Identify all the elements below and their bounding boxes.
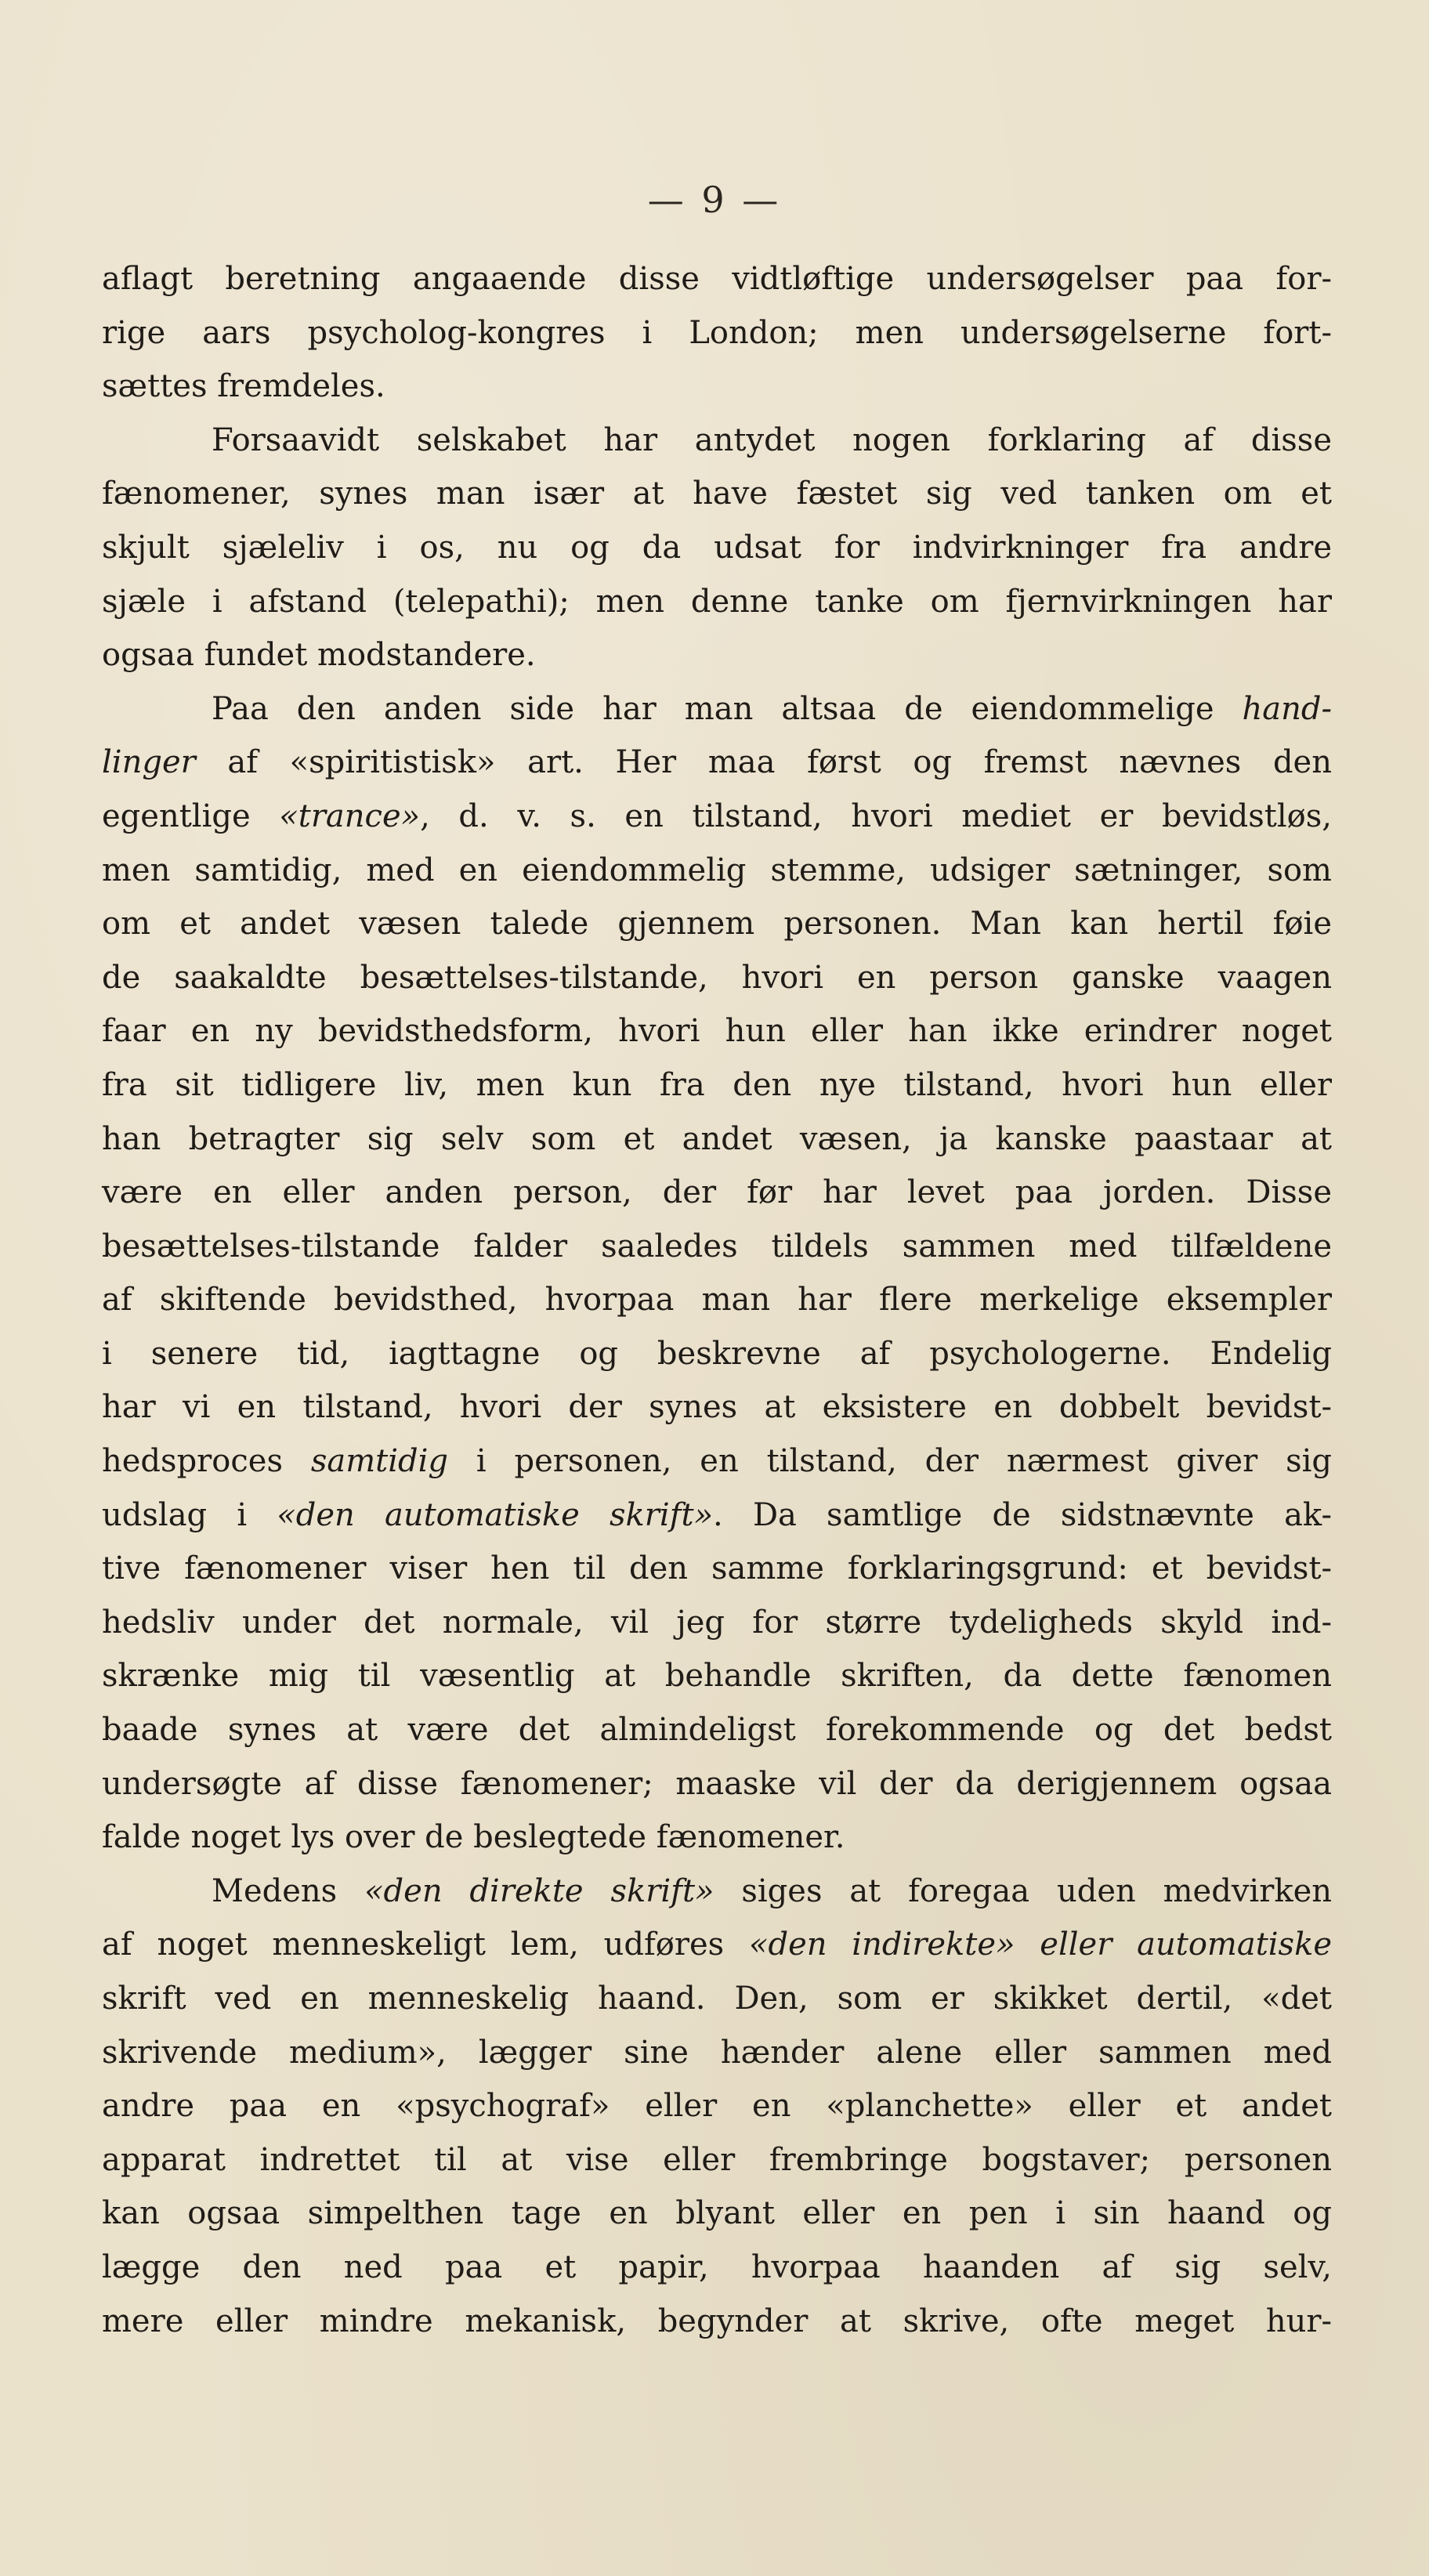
text-line: kan ogsaa simpelthen tage en blyant eller en pen i sin haand og	[102, 2195, 1332, 2232]
text-line: være en eller anden person, der før har levet paa jorden. Disse	[102, 1174, 1332, 1211]
text-line: har vi en tilstand, hvori der synes at eksistere en dobbelt bevidst-	[102, 1389, 1332, 1426]
text-line: linger af «spiritistisk» art. Her maa først og fremst nævnes den	[102, 744, 1332, 781]
text-line: fænomener, synes man især at have fæstet sig ved tanken om et	[102, 476, 1332, 512]
page-number: — 9 —	[647, 179, 782, 221]
text-line: besættelses-tilstande falder saaledes tildels sammen med tilfældene	[102, 1228, 1332, 1264]
italic-text: hand-	[1242, 690, 1332, 727]
text-line: skrænke mig til væsentlig at behandle skriften, da dette fænomen	[102, 1658, 1332, 1695]
text-line: de saakaldte besættelses-tilstande, hvori en person ganske vaagen	[102, 959, 1332, 996]
text-line: af skiftende bevidsthed, hvorpaa man har flere merkelige eksempler	[102, 1282, 1332, 1319]
text-line: undersøgte af disse fænomener; maaske vil der da derigjennem ogsaa	[102, 1765, 1332, 1802]
text-line: sjæle i afstand (telepathi); men denne tanke om fjernvirkningen har	[102, 583, 1332, 620]
text-line: skrift ved en menneskelig haand. Den, som er skikket dertil, «det	[102, 1981, 1332, 2017]
text-line: Forsaavidt selskabet har antydet nogen forklaring af disse	[212, 421, 1332, 458]
text-line: falde noget lys over de beslegtede fænomener.	[102, 1819, 845, 1856]
text-line: baade synes at være det almindeligst forekommende og det bedst	[102, 1712, 1332, 1749]
text-line: faar en ny bevidsthedsform, hvori hun eller han ikke erindrer noget	[102, 1013, 1332, 1050]
text-line: egentlige «trance», d. v. s. en tilstand, hvori mediet er bevidstløs,	[102, 798, 1332, 834]
italic-text: «trance»	[279, 798, 421, 834]
italic-text: samtidig	[310, 1443, 449, 1480]
text-line: af noget menneskeligt lem, udføres «den indirekte» eller automatiske	[102, 1927, 1332, 1963]
text-line: men samtidig, med en eiendommelig stemme, udsiger sætninger, som	[102, 852, 1332, 888]
italic-text: linger	[102, 744, 196, 781]
text-line: mere eller mindre mekanisk, begynder at skrive, ofte meget hur-	[102, 2303, 1332, 2339]
text-line: aflagt beretning angaaende disse vidtløftige undersøgelser paa for-	[102, 261, 1332, 297]
text-line: skrivende medium», lægger sine hænder alene eller sammen med	[102, 2034, 1332, 2071]
body-text	[102, 252, 1332, 2348]
text-line: om et andet væsen talede gjennem personen. Man kan hertil føie	[102, 906, 1332, 942]
text-line: skjult sjæleliv i os, nu og da udsat for indvirkninger fra andre	[102, 529, 1332, 566]
text-line: tive fænomener viser hen til den samme forklaringsgrund: et bevidst-	[102, 1550, 1332, 1587]
italic-text: «den indirekte» eller automatiske	[749, 1927, 1332, 1963]
text-line: hedsproces samtidig i personen, en tilstand, der nærmest giver sig	[102, 1443, 1332, 1480]
text-line: fra sit tidligere liv, men kun fra den nye tilstand, hvori hun eller	[102, 1066, 1332, 1103]
text-line: apparat indrettet til at vise eller frembringe bogstaver; personen	[102, 2141, 1332, 2178]
text-line: andre paa en «psychograf» eller en «planchette» eller et andet	[102, 2088, 1332, 2125]
text-line: udslag i «den automatiske skrift». Da samtlige de sidstnævnte ak-	[102, 1496, 1332, 1533]
text-line: sættes fremdeles.	[102, 368, 385, 405]
text-line: i senere tid, iagttagne og beskrevne af psychologerne. Endelig	[102, 1335, 1332, 1372]
text-line: lægge den ned paa et papir, hvorpaa haanden af sig selv,	[102, 2249, 1332, 2285]
text-line: ogsaa fundet modstandere.	[102, 637, 536, 674]
italic-text: «den automatiske skrift»	[277, 1496, 714, 1533]
text-line: Medens «den direkte skrift» siges at foregaa uden medvirken	[212, 1872, 1332, 1909]
text-line: han betragter sig selv som et andet væsen, ja kanske paastaar at	[102, 1120, 1332, 1157]
italic-text: «den direkte skrift»	[364, 1872, 714, 1909]
text-line: rige aars psycholog-kongres i London; men undersøgelserne fort-	[102, 314, 1332, 351]
text-line: Paa den anden side har man altsaa de eiendommelige hand-	[212, 690, 1332, 727]
text-line: hedsliv under det normale, vil jeg for større tydeligheds skyld ind-	[102, 1604, 1332, 1641]
